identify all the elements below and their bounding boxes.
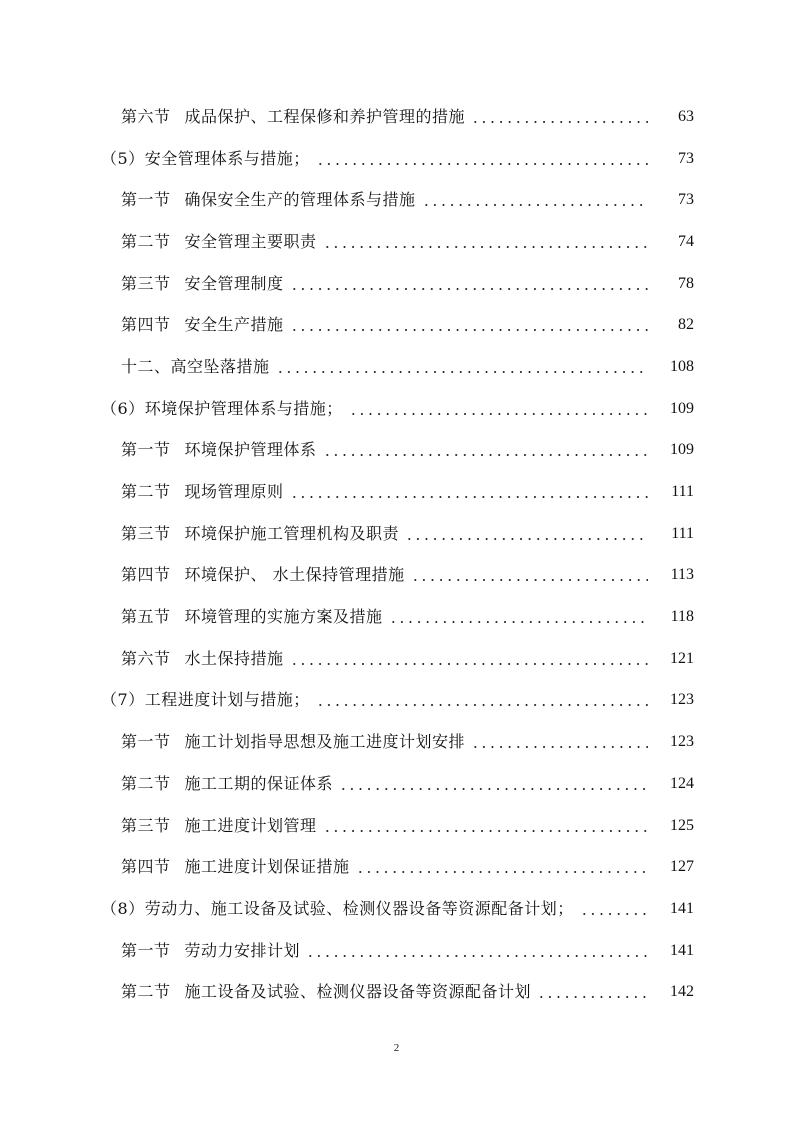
toc-entry[interactable] bbox=[0, 179, 793, 221]
dot-leader bbox=[290, 663, 648, 665]
toc-entry-title: 安全管理体系与措施； bbox=[144, 148, 310, 168]
toc-entry-page: 142 bbox=[670, 983, 694, 1001]
toc-entry-number: 第二节 bbox=[121, 982, 171, 1002]
dot-leader bbox=[471, 746, 648, 748]
toc-entry[interactable] bbox=[0, 263, 793, 305]
toc-entry-text bbox=[121, 357, 654, 377]
toc-entry-text bbox=[121, 649, 654, 669]
dot-leader bbox=[316, 163, 648, 165]
toc-entry-number: 第四节 bbox=[121, 315, 171, 335]
toc-entry-page: 123 bbox=[670, 691, 694, 709]
toc-entry-page: 73 bbox=[678, 149, 694, 167]
toc-entry[interactable] bbox=[0, 596, 793, 638]
toc-entry[interactable] bbox=[0, 221, 793, 263]
dot-leader bbox=[349, 413, 648, 415]
toc-entry-text bbox=[121, 274, 654, 294]
toc-entry-page: 78 bbox=[678, 274, 694, 292]
toc-entry-number: （7） bbox=[101, 690, 145, 710]
toc-entry-text bbox=[121, 190, 654, 210]
toc-entry[interactable] bbox=[0, 680, 793, 722]
toc-entry[interactable] bbox=[0, 430, 793, 472]
dot-leader bbox=[580, 913, 648, 915]
toc-entry-page: 141 bbox=[670, 941, 694, 959]
toc-entry-number: 第六节 bbox=[121, 106, 171, 126]
toc-entry-page: 123 bbox=[670, 733, 694, 751]
toc-entry-page: 118 bbox=[670, 608, 694, 626]
toc-entry-page: 109 bbox=[670, 441, 694, 459]
toc-entry-text bbox=[101, 899, 654, 919]
toc-entry[interactable] bbox=[0, 888, 793, 930]
toc-entry-text bbox=[121, 565, 654, 585]
dot-leader bbox=[276, 371, 648, 373]
dot-leader bbox=[290, 329, 648, 331]
toc-entry-title: 劳动力、施工设备及试验、检测仪器设备等资源配备计划； bbox=[144, 898, 574, 918]
toc-entry-title: 环境保护管理体系与措施； bbox=[144, 398, 343, 418]
toc-entry-title: 十二、高空坠落措施 bbox=[121, 356, 270, 376]
toc-entry[interactable] bbox=[0, 638, 793, 680]
toc-entry-number: 第二节 bbox=[121, 482, 171, 502]
toc-entry-page: 108 bbox=[670, 357, 694, 375]
toc-entry-title: 环境保护施工管理机构及职责 bbox=[184, 523, 400, 543]
toc-entry-text bbox=[121, 232, 654, 252]
toc-entry-number: 第六节 bbox=[121, 648, 171, 668]
toc-entry-number: （6） bbox=[101, 398, 145, 418]
toc-entry[interactable] bbox=[0, 346, 793, 388]
toc-entry-title: 施工进度计划保证措施 bbox=[184, 857, 350, 877]
toc-entry-title: 确保安全生产的管理体系与措施 bbox=[184, 190, 416, 210]
toc-entry[interactable] bbox=[0, 304, 793, 346]
toc-entry[interactable] bbox=[0, 513, 793, 555]
toc-entry-title: 劳动力安排计划 bbox=[184, 940, 301, 960]
toc-entry-number: 第一节 bbox=[121, 732, 171, 752]
dot-leader bbox=[537, 996, 648, 998]
toc-entry-page: 141 bbox=[670, 899, 694, 917]
toc-entry-number: （8） bbox=[101, 898, 145, 918]
dot-leader bbox=[471, 121, 648, 123]
toc-entry-page: 63 bbox=[678, 107, 694, 125]
toc-entry[interactable] bbox=[0, 805, 793, 847]
dot-leader bbox=[290, 496, 648, 498]
toc-entry-text bbox=[121, 482, 654, 502]
dot-leader bbox=[316, 704, 648, 706]
toc-entry-page: 111 bbox=[671, 524, 694, 542]
toc-entry-page: 121 bbox=[670, 649, 694, 667]
toc-entry-title: 成品保护、工程保修和养护管理的措施 bbox=[184, 106, 466, 126]
toc-entry[interactable] bbox=[0, 763, 793, 805]
dot-leader bbox=[306, 955, 648, 957]
toc-entry[interactable] bbox=[0, 96, 793, 138]
toc-entry[interactable] bbox=[0, 555, 793, 597]
toc-entry-number: 第三节 bbox=[121, 815, 171, 835]
toc-entry-title: 安全管理主要职责 bbox=[184, 231, 317, 251]
toc-entry-text bbox=[101, 399, 654, 419]
toc-entry-title: 施工计划指导思想及施工进度计划安排 bbox=[184, 732, 466, 752]
toc-entry-text bbox=[121, 440, 654, 460]
toc-entry-title: 环境保护管理体系 bbox=[184, 440, 317, 460]
toc-entry[interactable] bbox=[0, 930, 793, 972]
toc-entry[interactable] bbox=[0, 971, 793, 1013]
toc-entry-text bbox=[121, 941, 654, 961]
toc-entry-title: 安全管理制度 bbox=[184, 273, 284, 293]
dot-leader bbox=[422, 204, 648, 206]
page-number: 2 bbox=[393, 1042, 400, 1054]
toc-entry-title: 施工进度计划管理 bbox=[184, 815, 317, 835]
toc-entry-number: 第二节 bbox=[121, 773, 171, 793]
toc-entry-title: 施工工期的保证体系 bbox=[184, 773, 334, 793]
dot-leader bbox=[405, 538, 648, 540]
toc-entry-page: 82 bbox=[678, 316, 694, 334]
toc-entry-title: 安全生产措施 bbox=[184, 315, 284, 335]
toc-entry-title: 水土保持措施 bbox=[184, 648, 284, 668]
toc-entry-page: 109 bbox=[670, 399, 694, 417]
toc-entry-text bbox=[121, 607, 654, 627]
toc-entry-number: 第一节 bbox=[121, 190, 171, 210]
toc-entry[interactable] bbox=[0, 721, 793, 763]
dot-leader bbox=[339, 788, 648, 790]
toc-entry-text bbox=[121, 816, 654, 836]
toc-entry-number: 第四节 bbox=[121, 857, 171, 877]
toc-entry-page: 73 bbox=[678, 191, 694, 209]
toc-entry-page: 111 bbox=[671, 483, 694, 501]
dot-leader bbox=[356, 871, 648, 873]
toc-entry-title: 施工设备及试验、检测仪器设备等资源配备计划 bbox=[184, 982, 532, 1002]
toc-entry-text bbox=[121, 857, 654, 877]
toc-entry-number: 第四节 bbox=[121, 565, 171, 585]
dot-leader bbox=[411, 579, 648, 581]
toc-entry-number: 第三节 bbox=[121, 523, 171, 543]
toc-entry-title: 环境管理的实施方案及措施 bbox=[184, 607, 383, 627]
toc-entry-number: 第五节 bbox=[121, 607, 171, 627]
toc-entry-text bbox=[121, 524, 654, 544]
toc-entry-text bbox=[121, 982, 654, 1002]
dot-leader bbox=[323, 246, 648, 248]
toc-entry-text bbox=[121, 774, 654, 794]
toc-entry-number: （5） bbox=[101, 148, 145, 168]
toc-entry-text bbox=[101, 690, 654, 710]
toc-entry[interactable] bbox=[0, 471, 793, 513]
toc-entry-page: 113 bbox=[670, 566, 694, 584]
table-of-contents bbox=[0, 96, 793, 1013]
toc-entry-number: 第二节 bbox=[121, 231, 171, 251]
toc-entry-text bbox=[121, 732, 654, 752]
dot-leader bbox=[323, 454, 648, 456]
dot-leader bbox=[290, 288, 648, 290]
toc-entry-page: 125 bbox=[670, 816, 694, 834]
toc-entry[interactable] bbox=[0, 138, 793, 180]
toc-entry-title: 现场管理原则 bbox=[184, 482, 284, 502]
dot-leader bbox=[389, 621, 648, 623]
toc-entry-page: 74 bbox=[678, 232, 694, 250]
toc-entry-page: 124 bbox=[670, 774, 694, 792]
toc-entry-page: 127 bbox=[670, 858, 694, 876]
toc-entry-number: 第一节 bbox=[121, 940, 171, 960]
dot-leader bbox=[323, 830, 648, 832]
toc-entry-number: 第三节 bbox=[121, 273, 171, 293]
toc-entry-text bbox=[121, 315, 654, 335]
toc-entry[interactable] bbox=[0, 846, 793, 888]
toc-entry-text bbox=[101, 149, 654, 169]
toc-entry-number: 第一节 bbox=[121, 440, 171, 460]
toc-entry[interactable] bbox=[0, 388, 793, 430]
toc-entry-title: 环境保护、 水土保持管理措施 bbox=[184, 565, 405, 585]
toc-entry-title: 工程进度计划与措施； bbox=[144, 690, 310, 710]
toc-entry-text bbox=[121, 107, 654, 127]
